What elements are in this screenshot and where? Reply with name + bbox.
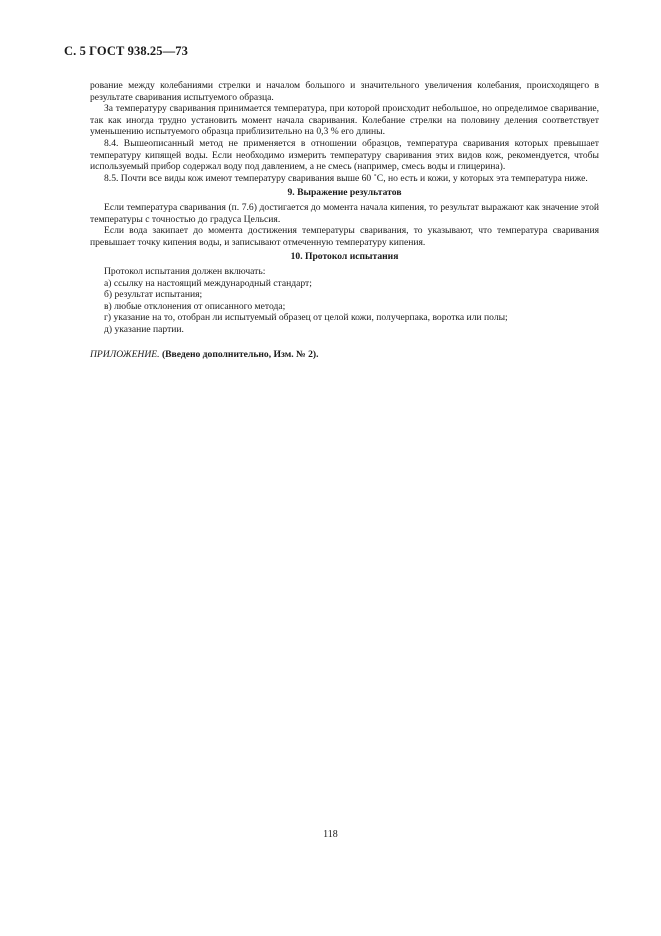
paragraph-welding-temperature: За температуру сваривания принимается температура, при которой происходит небольшое, но определимое сваривание, так как иногда трудно установить момент начала сваривания. Колебание стрелки на половину деления соответствует уменьшению испытуемого образца приблизительно на 0,3 % его длины.	[90, 103, 599, 138]
document-body	[90, 80, 599, 361]
paragraph-8-5: 8.5. Почти все виды кож имеют температуру сваривания выше 60 ˚С, но есть и кожи, у которых эта температура ниже.	[104, 172, 588, 184]
list-item: д) указание партии.	[104, 323, 184, 335]
section-10-intro: Протокол испытания должен включать:	[104, 265, 266, 277]
page-number: 118	[323, 829, 338, 840]
page-header: С. 5 ГОСТ 938.25—73	[64, 44, 188, 58]
list-item: в) любые отклонения от описанного метода;	[104, 300, 286, 312]
appendix-note	[90, 349, 599, 361]
section-9-heading: 9. Выражение результатов	[287, 187, 402, 199]
appendix-title: ПРИЛОЖЕНИЕ.	[90, 349, 160, 361]
paragraph-8-4: 8.4. Вышеописанный метод не применяется в отношении образцов, температура сваривания которых превышает температуру кипящей воды. Если необходимо измерить температуру сваривания этих видов кож, рекомендуется, чтобы используемый прибор содержал воду под давлением, а не смесь (например, смесь воды и глицерина).	[90, 137, 599, 173]
appendix-amendment: (Введено дополнительно, Изм. № 2).	[159, 349, 319, 361]
list-item: б) результат испытания;	[104, 289, 203, 301]
section-10-heading: 10. Протокол испытания	[290, 251, 399, 263]
section-9-paragraph-1: Если температура сваривания (п. 7.6) достигается до момента начала кипения, то результат выражают как значение этой температуры с точностью до градуса Цельсия.	[90, 201, 599, 225]
section-9-paragraph-2: Если вода закипает до момента достижения температуры сваривания, то указывают, что температура сваривания превышает точку кипения воды, и записывают отмеченную температуру кипения.	[90, 225, 599, 248]
list-item: г) указание на то, отобран ли испытуемый образец от целой кожи, получерпака, воротка или полы;	[104, 312, 508, 324]
paragraph-continuation: рование между колебаниями стрелки и началом большого и значительного увеличения колебания, происходящего в результате сваривания испытуемого образца.	[90, 80, 599, 103]
list-item: а) ссылку на настоящий международный стандарт;	[104, 277, 312, 289]
